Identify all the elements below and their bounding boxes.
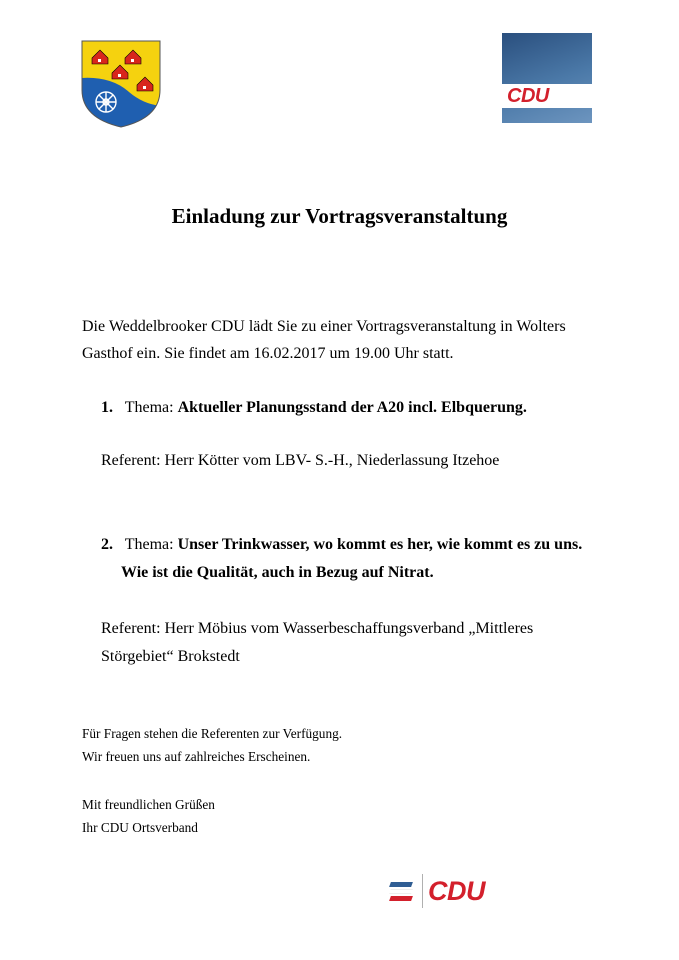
topic-title: Unser Trinkwasser, wo kommt es her, wie kommt es zu uns. [177, 536, 583, 553]
closing-line: Für Fragen stehen die Referenten zur Verfügung. [82, 726, 343, 741]
topic-1-speaker: Referent: Herr Kötter vom LBV- S.-H., Niederlassung Itzehoe [101, 452, 500, 469]
topic-label: Thema: [124, 536, 174, 553]
greeting: Mit freundlichen Grüßen [82, 797, 215, 812]
topic-2-heading-continued: Wie ist die Qualität, auch in Bezug auf Nitrat. [121, 564, 434, 581]
flag-stripe-blue [389, 882, 413, 887]
flag-stripe-white [389, 889, 413, 894]
cdu-logo-text: CDU [428, 876, 485, 906]
page-title: Einladung zur Vortragsveranstaltung [171, 204, 508, 228]
closing-line: Wir freuen uns auf zahlreiches Erscheinen. [82, 749, 311, 764]
cdu-logo-text: CDU [507, 85, 549, 107]
intro-paragraph [82, 313, 602, 367]
topic-number: 1. [101, 399, 113, 416]
speaker-line: Störgebiet“ Brokstedt [101, 648, 240, 665]
topic-title: Aktueller Planungsstand der A20 incl. Elbquerung. [177, 399, 527, 416]
topic-2-speaker [101, 615, 621, 671]
topic-label: Thema: [124, 399, 174, 416]
logo-divider [422, 874, 423, 908]
topic-1-heading [101, 395, 527, 420]
topic-number: 2. [101, 536, 113, 553]
signature: Ihr CDU Ortsverband [82, 820, 198, 835]
topic-2-heading [101, 532, 582, 557]
cdu-logo-top [502, 33, 592, 123]
coat-of-arms-logo [81, 40, 161, 128]
speaker-line: Referent: Herr Möbius vom Wasserbeschaffungsverband „Mittleres [101, 620, 534, 637]
intro-line: Die Weddelbrooker CDU lädt Sie zu einer Vortragsveranstaltung in Wolters [82, 318, 566, 335]
signature-block [82, 793, 215, 839]
closing-note [82, 722, 342, 768]
intro-line: Gasthof ein. Sie findet am 16.02.2017 um 19.00 Uhr statt. [82, 345, 454, 362]
cdu-logo-bottom [386, 872, 511, 912]
flag-stripe-red [389, 896, 413, 901]
